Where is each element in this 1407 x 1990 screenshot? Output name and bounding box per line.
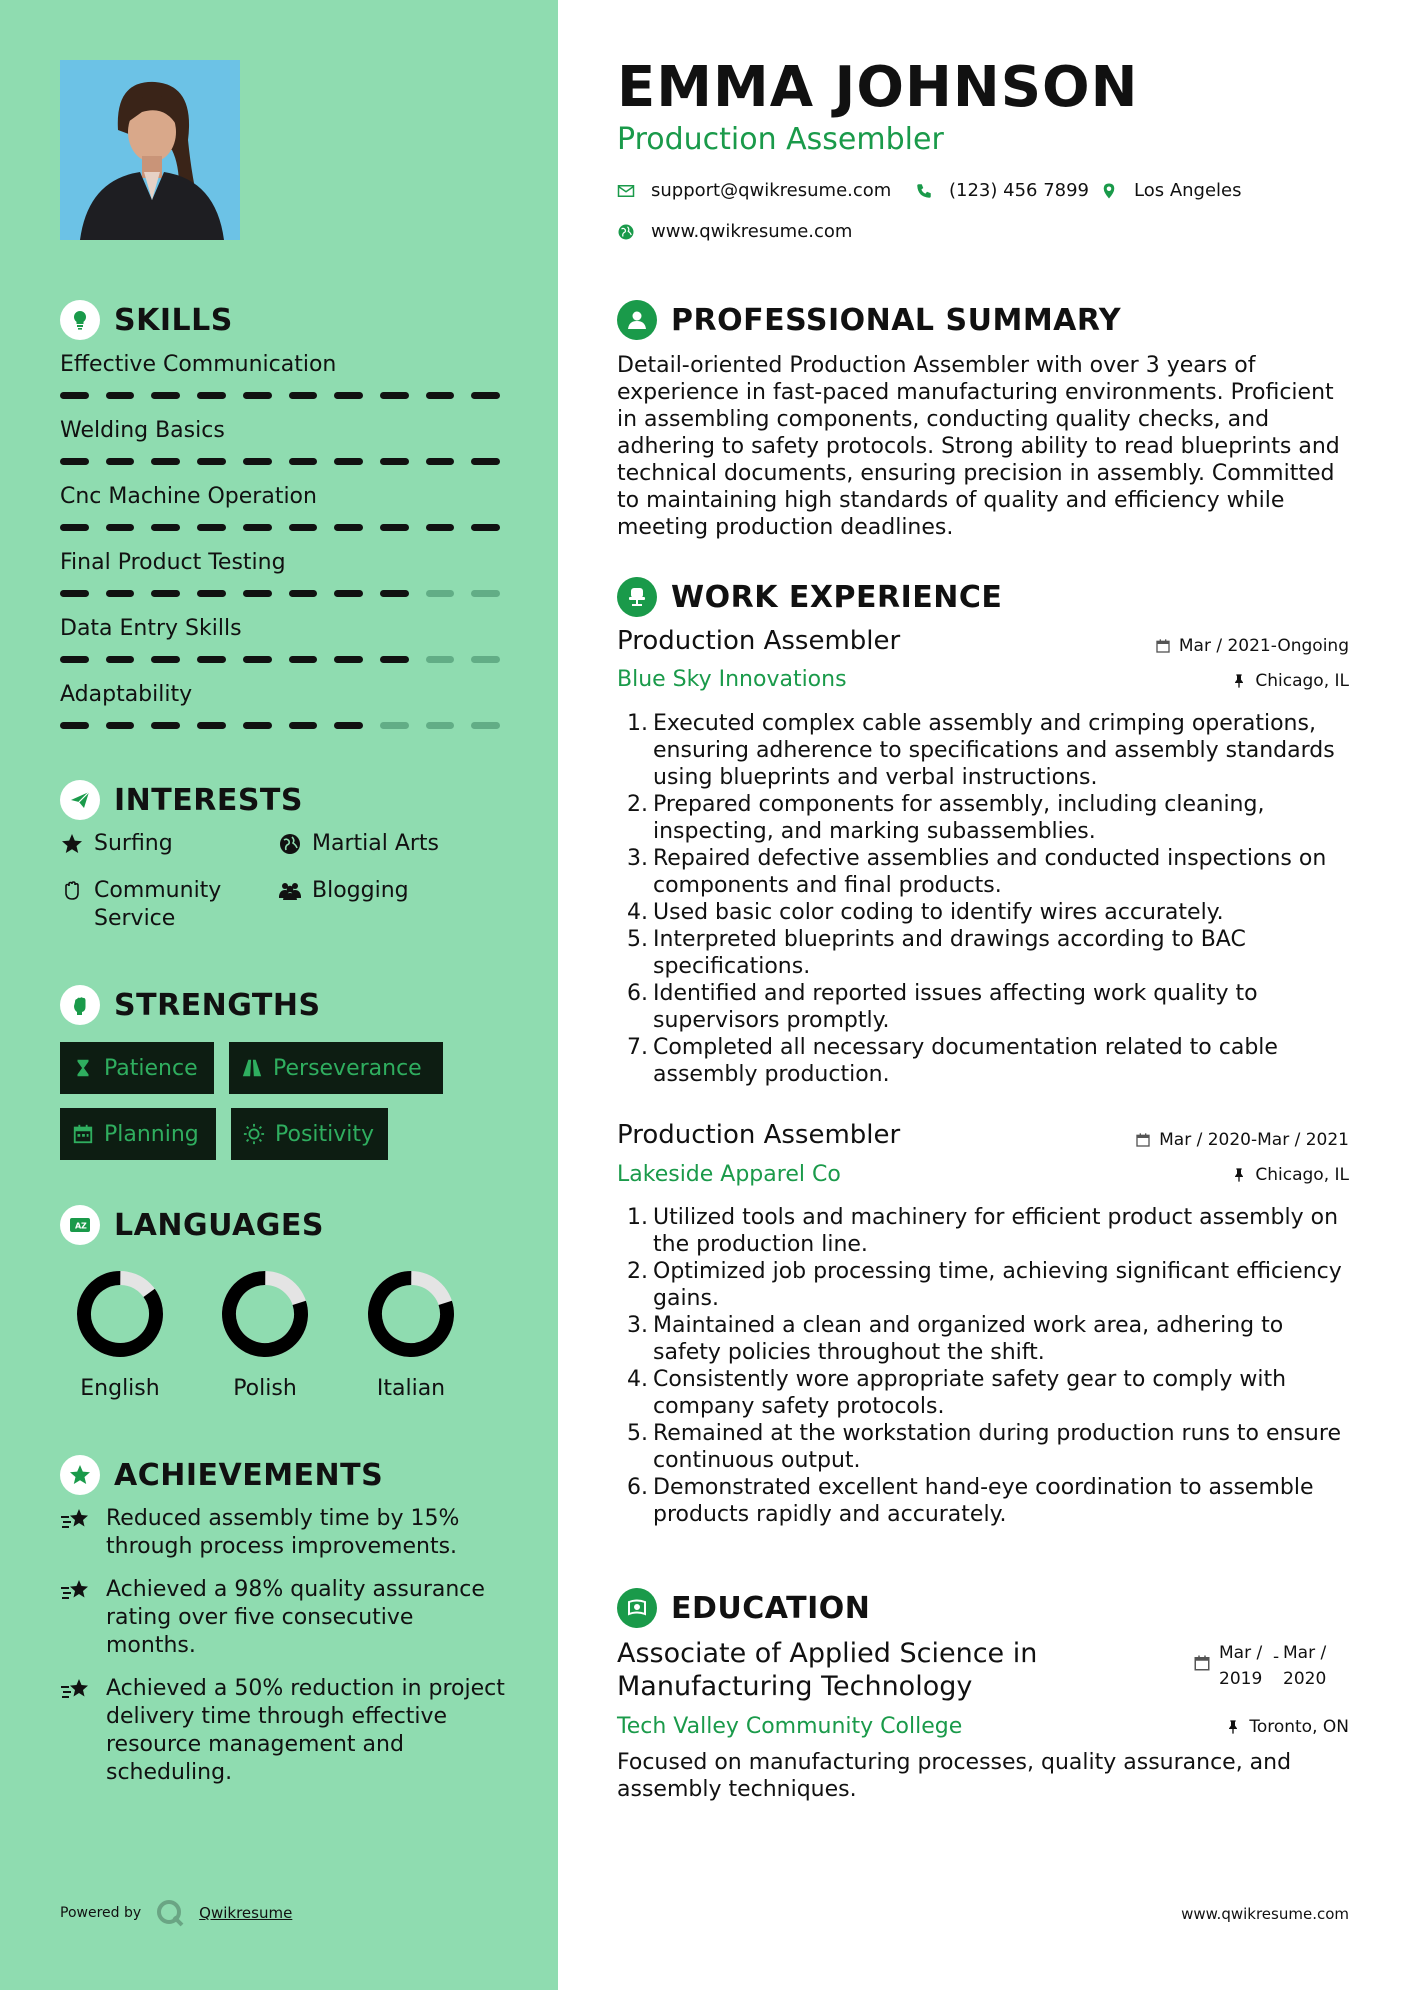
skill-item: [60, 548, 500, 597]
skill-level-dot: [243, 392, 272, 399]
star-icon: [60, 832, 84, 856]
skill-name: Effective Communication: [60, 352, 337, 377]
job-company: Blue Sky Innovations: [617, 667, 847, 692]
pushpin-icon: [1231, 1167, 1247, 1183]
hourglass-icon: [72, 1057, 94, 1079]
skill-level-bar: [60, 656, 500, 663]
skill-level-dot: [289, 458, 318, 465]
interest-item: Blogging: [278, 877, 409, 905]
education-location: Toronto, ON: [1225, 1717, 1349, 1737]
fist-icon: [60, 985, 100, 1025]
duty-item: Executed complex cable assembly and crimping operations, ensuring adherence to specifications and assembly standards using blueprints and verbal instructions.: [653, 711, 1335, 790]
skill-level-dot: [106, 656, 135, 663]
duty-item: Maintained a clean and organized work area, adhering to safety policies throughout the shift.: [653, 1313, 1284, 1365]
job-location: Chicago, IL: [1231, 671, 1349, 691]
powered-by: Powered by Qwikresume: [60, 1898, 292, 1928]
briefcase-chair-icon: [617, 577, 657, 617]
skill-item: [60, 482, 500, 531]
language-proficiency-ring: [76, 1270, 164, 1358]
skill-level-dot: [334, 524, 363, 531]
education-heading: EDUCATION: [617, 1588, 870, 1628]
skill-level-dot: [471, 590, 500, 597]
skill-level-dot: [380, 524, 409, 531]
job-dates: Mar / 2020-Mar / 2021: [1135, 1130, 1349, 1150]
skill-level-dot: [289, 656, 318, 663]
sun-icon: [243, 1123, 265, 1145]
skill-level-dot: [334, 458, 363, 465]
achievement-text: Reduced assembly time by 15% through process improvements.: [106, 1506, 460, 1559]
user-icon: [617, 300, 657, 340]
skill-level-bar: [60, 524, 500, 531]
strength-badge: Perseverance: [229, 1042, 443, 1094]
paper-plane-icon: [60, 780, 100, 820]
skill-level-dot: [60, 392, 89, 399]
skill-level-dot: [380, 722, 409, 729]
duty-item: Completed all necessary documentation related to cable assembly production.: [653, 1035, 1278, 1087]
skill-level-dot: [289, 722, 318, 729]
skill-level-dot: [151, 722, 180, 729]
footer-url[interactable]: www.qwikresume.com: [1181, 1905, 1349, 1923]
skill-level-dot: [334, 722, 363, 729]
calendar-icon: [1135, 1132, 1151, 1148]
duty-item: Used basic color coding to identify wires accurately.: [653, 900, 1224, 925]
job-location: Chicago, IL: [1231, 1165, 1349, 1185]
contact-phone: (123) 456 7899: [915, 180, 1089, 201]
interest-item: Surfing: [60, 830, 173, 858]
language-item: [351, 1270, 471, 1401]
skill-level-dot: [197, 656, 226, 663]
skill-level-dot: [197, 590, 226, 597]
skill-level-dot: [380, 590, 409, 597]
globe-icon: [617, 223, 635, 241]
skill-name: Data Entry Skills: [60, 616, 242, 641]
duty-item: Consistently wore appropriate safety gear to comply with company safety protocols.: [653, 1367, 1287, 1419]
skill-level-dot: [106, 722, 135, 729]
achievement-text: Achieved a 50% reduction in project delivery time through effective resource management and scheduling.: [106, 1676, 505, 1785]
skill-level-dot: [151, 392, 180, 399]
achievement-item: [60, 1675, 510, 1787]
skill-level-dot: [334, 656, 363, 663]
language-proficiency-ring: [221, 1270, 309, 1358]
skill-item: [60, 350, 500, 399]
qwikresume-link[interactable]: Qwikresume: [199, 1904, 293, 1922]
svg-text:A: A: [75, 1221, 82, 1231]
language-item: [205, 1270, 325, 1401]
skills-heading: SKILLS: [60, 300, 233, 340]
skill-level-dot: [380, 392, 409, 399]
strength-badge: Planning: [60, 1108, 216, 1160]
language-icon: [60, 1205, 100, 1245]
job-title: Production Assembler: [617, 1120, 901, 1150]
achievement-text: Achieved a 98% quality assurance rating over five consecutive months.: [106, 1577, 485, 1658]
pushpin-icon: [1231, 673, 1247, 689]
skill-level-dot: [426, 590, 455, 597]
skill-level-dot: [334, 392, 363, 399]
duty-item: Demonstrated excellent hand-eye coordination to assemble products rapidly and accurately.: [653, 1475, 1314, 1527]
skill-level-dot: [426, 458, 455, 465]
sidebar: [0, 0, 558, 1990]
strengths-heading: STRENGTHS: [60, 985, 321, 1025]
job-company: Lakeside Apparel Co: [617, 1162, 841, 1187]
skill-level-dot: [197, 458, 226, 465]
calendar-icon: [1193, 1654, 1211, 1672]
achievement-item: [60, 1576, 510, 1660]
strength-badge: Positivity: [231, 1108, 388, 1160]
language-proficiency-ring: [367, 1270, 455, 1358]
skill-level-dot: [106, 392, 135, 399]
skill-item: [60, 680, 500, 729]
candidate-name: EMMA JOHNSON: [617, 55, 1139, 120]
profile-photo: [60, 60, 240, 240]
calendar-icon: [1155, 638, 1171, 654]
language-name: English: [80, 1376, 160, 1401]
contact-location: Los Angeles: [1100, 180, 1242, 201]
duty-item: Remained at the workstation during production runs to ensure continuous output.: [653, 1421, 1341, 1473]
skill-level-dot: [380, 656, 409, 663]
duty-item: Repaired defective assemblies and conducted inspections on components and final products.: [653, 846, 1327, 898]
skill-level-dot: [426, 656, 455, 663]
skill-level-dot: [243, 524, 272, 531]
job-title: Production Assembler: [617, 626, 901, 656]
education-dates: Mar / 2019 - Mar / 2020: [1193, 1640, 1337, 1692]
skill-level-dot: [471, 524, 500, 531]
shooting-star-icon: [60, 1505, 92, 1535]
skill-item: [60, 416, 500, 465]
job-duties: [617, 710, 1357, 1088]
skill-level-dot: [471, 458, 500, 465]
qwikresume-logo-icon: [155, 1898, 185, 1928]
skill-level-dot: [60, 722, 89, 729]
skill-level-dot: [380, 458, 409, 465]
skill-level-dot: [289, 524, 318, 531]
skill-name: Cnc Machine Operation: [60, 484, 317, 509]
contact-website: www.qwikresume.com: [617, 221, 852, 242]
contact-email: support@qwikresume.com: [617, 180, 891, 201]
envelope-icon: [617, 182, 635, 200]
skill-level-dot: [426, 392, 455, 399]
pushpin-icon: [1225, 1719, 1241, 1735]
skill-level-dot: [151, 656, 180, 663]
phone-icon: [915, 182, 933, 200]
hand-icon: [60, 879, 84, 903]
experience-heading: WORK EXPERIENCE: [617, 577, 1002, 617]
skill-level-dot: [151, 524, 180, 531]
skill-name: Final Product Testing: [60, 550, 286, 575]
achievement-item: [60, 1505, 510, 1561]
degree-title: Associate of Applied Science in Manufacturing Technology: [617, 1638, 1038, 1702]
duty-item: Interpreted blueprints and drawings according to BAC specifications.: [653, 927, 1246, 979]
education-description: Focused on manufacturing processes, quality assurance, and assembly techniques.: [617, 1750, 1292, 1802]
skill-name: Adaptability: [60, 682, 193, 707]
skill-level-dot: [106, 590, 135, 597]
skill-level-dot: [471, 392, 500, 399]
map-pin-icon: [1100, 182, 1118, 200]
duty-item: Utilized tools and machinery for efficient product assembly on the production line.: [653, 1205, 1339, 1257]
skill-level-dot: [60, 656, 89, 663]
road-icon: [241, 1057, 263, 1079]
award-star-icon: [60, 1455, 100, 1495]
skill-level-dot: [197, 392, 226, 399]
skill-level-bar: [60, 722, 500, 729]
interest-item: Community Service: [60, 877, 260, 933]
skill-level-dot: [243, 722, 272, 729]
duty-item: Optimized job processing time, achieving significant efficiency gains.: [653, 1259, 1342, 1311]
skill-level-dot: [197, 722, 226, 729]
skill-level-dot: [334, 590, 363, 597]
graduation-icon: [617, 1588, 657, 1628]
skill-level-dot: [426, 722, 455, 729]
job-duties: [617, 1204, 1357, 1528]
skill-level-dot: [289, 590, 318, 597]
interests-heading: INTERESTS: [60, 780, 303, 820]
skill-level-dot: [471, 722, 500, 729]
languages-heading: A Z LANGUAGES: [60, 1205, 324, 1245]
shooting-star-icon: [60, 1576, 92, 1606]
skill-level-dot: [151, 458, 180, 465]
globe-icon: [278, 832, 302, 856]
skill-level-bar: [60, 590, 500, 597]
skill-level-dot: [60, 590, 89, 597]
duty-item: Prepared components for assembly, including cleaning, inspecting, and marking subassemblies.: [653, 792, 1265, 844]
skill-level-dot: [151, 590, 180, 597]
calendar-icon: [72, 1123, 94, 1145]
duty-item: Identified and reported issues affecting work quality to supervisors promptly.: [653, 981, 1258, 1033]
users-icon: [278, 879, 302, 903]
skill-level-dot: [243, 656, 272, 663]
skill-name: Welding Basics: [60, 418, 225, 443]
svg-text:Z: Z: [81, 1221, 87, 1231]
skill-level-dot: [60, 458, 89, 465]
skill-level-bar: [60, 458, 500, 465]
skill-level-bar: [60, 392, 500, 399]
strength-badge: Patience: [60, 1042, 214, 1094]
shooting-star-icon: [60, 1675, 92, 1705]
lightbulb-icon: [60, 300, 100, 340]
summary-heading: PROFESSIONAL SUMMARY: [617, 300, 1121, 340]
skill-level-dot: [289, 392, 318, 399]
skill-item: [60, 614, 500, 663]
school-name: Tech Valley Community College: [617, 1714, 963, 1739]
summary-text: Detail-oriented Production Assembler with over 3 years of experience in fast-paced manufacturing environments. Proficient in assembling components, conducting quality checks, and adhering to safety protocols. Strong ability to read blueprints and technical documents, ensuring precision in assembly. Committed to maintaining high standards of quality and efficiency while meeting production deadlines.: [617, 353, 1340, 540]
interest-item: Martial Arts: [278, 830, 439, 858]
skill-level-dot: [243, 590, 272, 597]
skill-level-dot: [60, 524, 89, 531]
skill-level-dot: [471, 656, 500, 663]
language-name: Polish: [233, 1376, 297, 1401]
skill-level-dot: [106, 458, 135, 465]
language-name: Italian: [376, 1376, 446, 1401]
skill-level-dot: [426, 524, 455, 531]
candidate-title: Production Assembler: [617, 122, 944, 157]
skill-level-dot: [243, 458, 272, 465]
achievements-heading: ACHIEVEMENTS: [60, 1455, 383, 1495]
skill-level-dot: [106, 524, 135, 531]
job-dates: Mar / 2021-Ongoing: [1155, 636, 1349, 656]
language-item: [60, 1270, 180, 1401]
skill-level-dot: [197, 524, 226, 531]
